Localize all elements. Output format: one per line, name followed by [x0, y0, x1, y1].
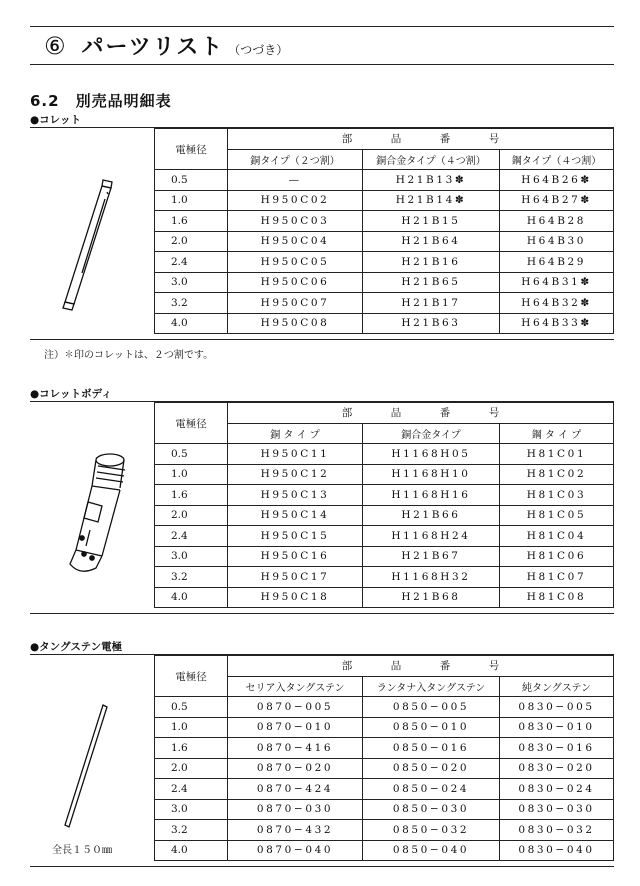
- collet-col-3: 鋼タイプ（４つ割）: [500, 149, 614, 170]
- part-number-cell: 0850−040: [363, 840, 500, 861]
- part-number-cell: H1168H10: [363, 464, 500, 485]
- part-number-cell: H950C18: [228, 587, 363, 608]
- part-number-cell: H21B66: [363, 505, 500, 526]
- collet-body-table: [154, 402, 614, 608]
- part-number-cell: 0870−030: [228, 799, 363, 820]
- collet-body-col-diameter: 電極径: [155, 403, 228, 444]
- part-number-cell: H64B29: [500, 252, 614, 273]
- collet-col-1: 銅タイプ（２つ割）: [228, 149, 363, 170]
- collet-table: [154, 128, 614, 334]
- table-row: [155, 444, 614, 465]
- part-number-cell: H81C02: [500, 464, 614, 485]
- part-number-cell: H950C02: [228, 190, 363, 211]
- part-number-cell: 0870−020: [228, 758, 363, 779]
- part-number-cell: H81C08: [500, 587, 614, 608]
- part-number-cell: 0850−010: [363, 717, 500, 738]
- part-number-cell: H1168H16: [363, 485, 500, 506]
- part-number-cell: 0850−005: [363, 697, 500, 718]
- part-number-cell: H21B64: [363, 231, 500, 252]
- part-number-cell: H64B28: [500, 211, 614, 232]
- part-number-cell: H21B13✽: [363, 170, 500, 191]
- table-row: [155, 697, 614, 718]
- diameter-cell: 1.0: [155, 464, 228, 485]
- tungsten-block: [30, 655, 614, 867]
- part-number-cell: 0830−024: [500, 779, 614, 800]
- part-number-cell: 0830−020: [500, 758, 614, 779]
- collet-illustration: [30, 128, 154, 340]
- diameter-cell: 1.6: [155, 485, 228, 506]
- diameter-cell: 2.4: [155, 252, 228, 273]
- tungsten-col-diameter: 電極径: [155, 656, 228, 697]
- part-number-cell: H950C03: [228, 211, 363, 232]
- diameter-cell: 2.4: [155, 526, 228, 547]
- part-number-cell: 0830−030: [500, 799, 614, 820]
- part-number-cell: H950C06: [228, 272, 363, 293]
- table-row: [155, 758, 614, 779]
- section-heading: 6.2 別売品明細表: [30, 92, 172, 110]
- diameter-cell: 4.0: [155, 313, 228, 334]
- table-row: [155, 464, 614, 485]
- part-number-cell: H21B17: [363, 293, 500, 314]
- title-rule: [30, 64, 614, 65]
- part-number-cell: H21B63: [363, 313, 500, 334]
- table-row: [155, 738, 614, 759]
- part-number-cell: H950C16: [228, 546, 363, 567]
- diameter-cell: 0.5: [155, 697, 228, 718]
- table-row: [155, 505, 614, 526]
- collet-body-drawing: [30, 402, 154, 614]
- part-number-cell: 0830−032: [500, 820, 614, 841]
- diameter-cell: 1.0: [155, 190, 228, 211]
- table-row: [155, 190, 614, 211]
- part-number-cell: 0830−016: [500, 738, 614, 759]
- part-number-cell: H950C13: [228, 485, 363, 506]
- part-number-cell: H64B32✽: [500, 293, 614, 314]
- diameter-cell: 2.0: [155, 758, 228, 779]
- chapter-number: ⑥: [44, 32, 68, 60]
- part-number-cell: H81C05: [500, 505, 614, 526]
- collet-bottom-rule: [30, 339, 614, 340]
- collet-body-illustration: [30, 402, 154, 614]
- table-row: [155, 485, 614, 506]
- collet-col-2: 銅合金タイプ（４つ割）: [363, 149, 500, 170]
- collet-col-diameter: 電極径: [155, 129, 228, 170]
- part-number-cell: H21B67: [363, 546, 500, 567]
- part-number-cell: 0830−040: [500, 840, 614, 861]
- part-number-cell: H950C17: [228, 567, 363, 588]
- collet-heading: ●コレット: [30, 114, 82, 126]
- tungsten-illustration: [30, 655, 154, 867]
- diameter-cell: 4.0: [155, 587, 228, 608]
- diameter-cell: 3.0: [155, 272, 228, 293]
- table-row: [155, 820, 614, 841]
- diameter-cell: 3.2: [155, 820, 228, 841]
- table-row: [155, 799, 614, 820]
- part-number-cell: H950C08: [228, 313, 363, 334]
- diameter-cell: 3.0: [155, 799, 228, 820]
- part-number-cell: H950C12: [228, 464, 363, 485]
- collet-body-block: [30, 402, 614, 614]
- diameter-cell: 1.6: [155, 211, 228, 232]
- part-number-cell: 0850−020: [363, 758, 500, 779]
- chapter-title-text: パーツリスト: [81, 35, 225, 60]
- table-row: [155, 717, 614, 738]
- part-number-cell: 0850−030: [363, 799, 500, 820]
- part-number-cell: 0850−016: [363, 738, 500, 759]
- table-row: [155, 840, 614, 861]
- table-row: [155, 252, 614, 273]
- diameter-cell: 2.4: [155, 779, 228, 800]
- part-number-cell: H950C15: [228, 526, 363, 547]
- diameter-cell: 3.0: [155, 546, 228, 567]
- collet-body-bottom-rule: [30, 613, 614, 614]
- table-row: [155, 587, 614, 608]
- part-number-cell: H950C14: [228, 505, 363, 526]
- part-number-cell: 0870−040: [228, 840, 363, 861]
- diameter-cell: 2.0: [155, 505, 228, 526]
- table-row: [155, 211, 614, 232]
- part-number-cell: H950C04: [228, 231, 363, 252]
- part-number-cell: H81C06: [500, 546, 614, 567]
- collet-drawing: [30, 128, 154, 340]
- diameter-cell: 3.2: [155, 293, 228, 314]
- collet-block: [30, 128, 614, 340]
- part-number-cell: H64B33✽: [500, 313, 614, 334]
- diameter-cell: 0.5: [155, 170, 228, 191]
- part-number-cell: H21B65: [363, 272, 500, 293]
- collet-body-heading: ●コレットボディ: [30, 388, 112, 400]
- part-number-cell: H81C01: [500, 444, 614, 465]
- table-row: [155, 779, 614, 800]
- diameter-cell: 4.0: [155, 840, 228, 861]
- part-number-cell: H21B14✽: [363, 190, 500, 211]
- table-row: [155, 546, 614, 567]
- part-number-cell: H81C03: [500, 485, 614, 506]
- tungsten-col-3: 純タングステン: [500, 676, 614, 697]
- tungsten-col-2: ランタナ入タングステン: [363, 676, 500, 697]
- part-number-cell: 0830−010: [500, 717, 614, 738]
- collet-body-col-3: 鋼 タ イ プ: [500, 423, 614, 444]
- part-number-cell: H21B68: [363, 587, 500, 608]
- part-number-cell: 0870−010: [228, 717, 363, 738]
- top-rule: [30, 26, 614, 27]
- table-row: [155, 272, 614, 293]
- tungsten-caption: 全長１５０㎜: [52, 845, 112, 856]
- part-number-cell: H1168H05: [363, 444, 500, 465]
- table-row: [155, 313, 614, 334]
- tungsten-col-group: 部 品 番 号: [228, 656, 614, 677]
- collet-body-col-group: 部 品 番 号: [228, 403, 614, 424]
- part-number-cell: 0870−432: [228, 820, 363, 841]
- diameter-cell: 3.2: [155, 567, 228, 588]
- table-row: [155, 567, 614, 588]
- table-row: [155, 293, 614, 314]
- part-number-cell: H950C11: [228, 444, 363, 465]
- part-number-cell: H64B26✽: [500, 170, 614, 191]
- part-number-cell: 0850−024: [363, 779, 500, 800]
- part-number-cell: H1168H24: [363, 526, 500, 547]
- part-number-cell: H81C04: [500, 526, 614, 547]
- part-number-cell: 0870−424: [228, 779, 363, 800]
- tungsten-heading: ●タングステン電極: [30, 641, 123, 653]
- part-number-cell: H21B16: [363, 252, 500, 273]
- part-number-cell: 0830−005: [500, 697, 614, 718]
- diameter-cell: 2.0: [155, 231, 228, 252]
- part-number-cell: —: [228, 170, 363, 191]
- collet-body-col-1: 銅 タ イ プ: [228, 423, 363, 444]
- tungsten-drawing: [30, 655, 154, 867]
- part-number-cell: 0850−032: [363, 820, 500, 841]
- part-number-cell: H1168H32: [363, 567, 500, 588]
- tungsten-col-1: セリア入タングステン: [228, 676, 363, 697]
- tungsten-table: [154, 655, 614, 861]
- collet-col-group: 部 品 番 号: [228, 129, 614, 150]
- part-number-cell: H64B31✽: [500, 272, 614, 293]
- tungsten-bottom-rule: [30, 866, 614, 867]
- chapter-subtitle: （つづき）: [228, 43, 289, 57]
- part-number-cell: H64B27✽: [500, 190, 614, 211]
- diameter-cell: 1.6: [155, 738, 228, 759]
- collet-note: 注）✽印のコレットは、２つ割です。: [44, 350, 214, 361]
- collet-body-col-2: 銅合金タイプ: [363, 423, 500, 444]
- part-number-cell: 0870−416: [228, 738, 363, 759]
- diameter-cell: 0.5: [155, 444, 228, 465]
- table-row: [155, 170, 614, 191]
- part-number-cell: H950C07: [228, 293, 363, 314]
- part-number-cell: H950C05: [228, 252, 363, 273]
- part-number-cell: H81C07: [500, 567, 614, 588]
- table-row: [155, 231, 614, 252]
- part-number-cell: 0870−005: [228, 697, 363, 718]
- diameter-cell: 1.0: [155, 717, 228, 738]
- table-row: [155, 526, 614, 547]
- part-number-cell: H21B15: [363, 211, 500, 232]
- chapter-title: [44, 30, 288, 61]
- part-number-cell: H64B30: [500, 231, 614, 252]
